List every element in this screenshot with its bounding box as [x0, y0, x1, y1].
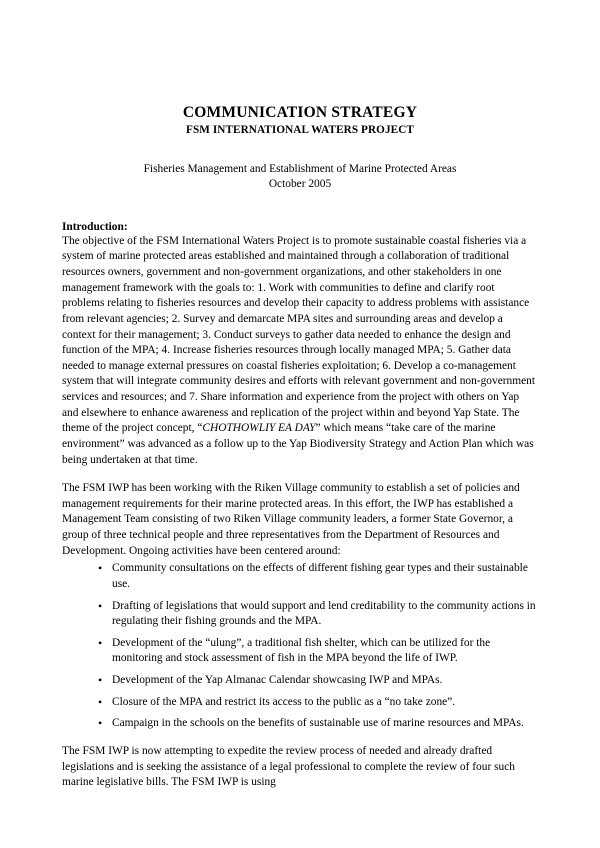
list-item: • Campaign in the schools on the benefits of sustainable use of marine resources and MPAs.	[98, 716, 538, 732]
list-item: • Development of the Yap Almanac Calendar showcasing IWP and MPAs.	[98, 673, 538, 689]
list-item: • Development of the “ulung”, a traditional fish shelter, which can be utilized for the monitoring and stock assessment of fish in the MPA beyond the life of IWP.	[98, 636, 538, 667]
activities-list	[62, 561, 538, 732]
introduction-heading: Introduction:	[62, 220, 128, 233]
header-spacer	[62, 193, 538, 221]
page-subtitle: FSM INTERNATIONAL WATERS PROJECT	[186, 124, 414, 136]
header-line-1: Fisheries Management and Establishment of Marine Protected Areas	[143, 163, 457, 175]
list-item: • Drafting of legislations that would support and lend creditability to the community actions in regulating their fishing grounds and the MPA.	[98, 599, 538, 630]
riken-village-paragraph: The FSM IWP has been working with the Riken Village community to establish a set of policies and management requirements for their marine protected areas. In this effort, the IWP has established a Management Team consisting of two Riken Village community leaders, a former State Governor, a group of three technical people and three representatives from the Department of Resources and Development. Ongoing activities have been centered around:	[62, 482, 520, 557]
introduction-paragraph	[62, 234, 538, 468]
intro-text-part-2: ” which means “take care of the marine environment” was advanced as a follow up to the Yap Biodiversity Strategy and Action Plan which was being undertaken at that time.	[62, 422, 534, 466]
page-title: COMMUNICATION STRATEGY	[182, 104, 418, 121]
legislation-review-paragraph: The FSM IWP is now attempting to expedite the review process of needed and already drafted legislations and is seeking the assistance of a legal professional to complete the review of four such marine legislative bills. The FSM IWP is using	[62, 744, 515, 789]
list-item: • Community consultations on the effects of different fishing gear types and their sustainable use.	[98, 561, 538, 592]
intro-text-part-1: The objective of the FSM International Waters Project is to promote sustainable coastal fisheries via a system of marine protected areas established and maintained through a collaboration of traditional resources owners, government and non-government organizations, and other stakeholders in one management framework with the goals to: 1. Work with communities to define and clarify root problems relating to fisheries resources and develop their capacity to address problems with assistance from relevant agencies; 2. Survey and demarcate MPA sites and surrounding areas and develop a context for their management; 3. Conduct surveys to gather data needed to enhance the design and function of the MPA; 4. Increase fisheries resources through locally managed MPA; 5. Gather data needed to manage external pressures on coastal fisheries exploitation; 6. Develop a co-management system that will integrate community desires and efforts with relevant government and non-government services and resources; and 7. Share information and experience from the project with others on Yap and elsewhere to enhance awareness and replication of the project within and beyond Yap State. The theme of the project concept, “	[62, 234, 536, 435]
project-theme-phrase: CHOTHOWLIY EA DAY	[202, 422, 316, 435]
list-item: • Closure of the MPA and restrict its access to the public as a “no take zone”.	[98, 695, 538, 711]
header-line-2: October 2005	[268, 178, 332, 191]
